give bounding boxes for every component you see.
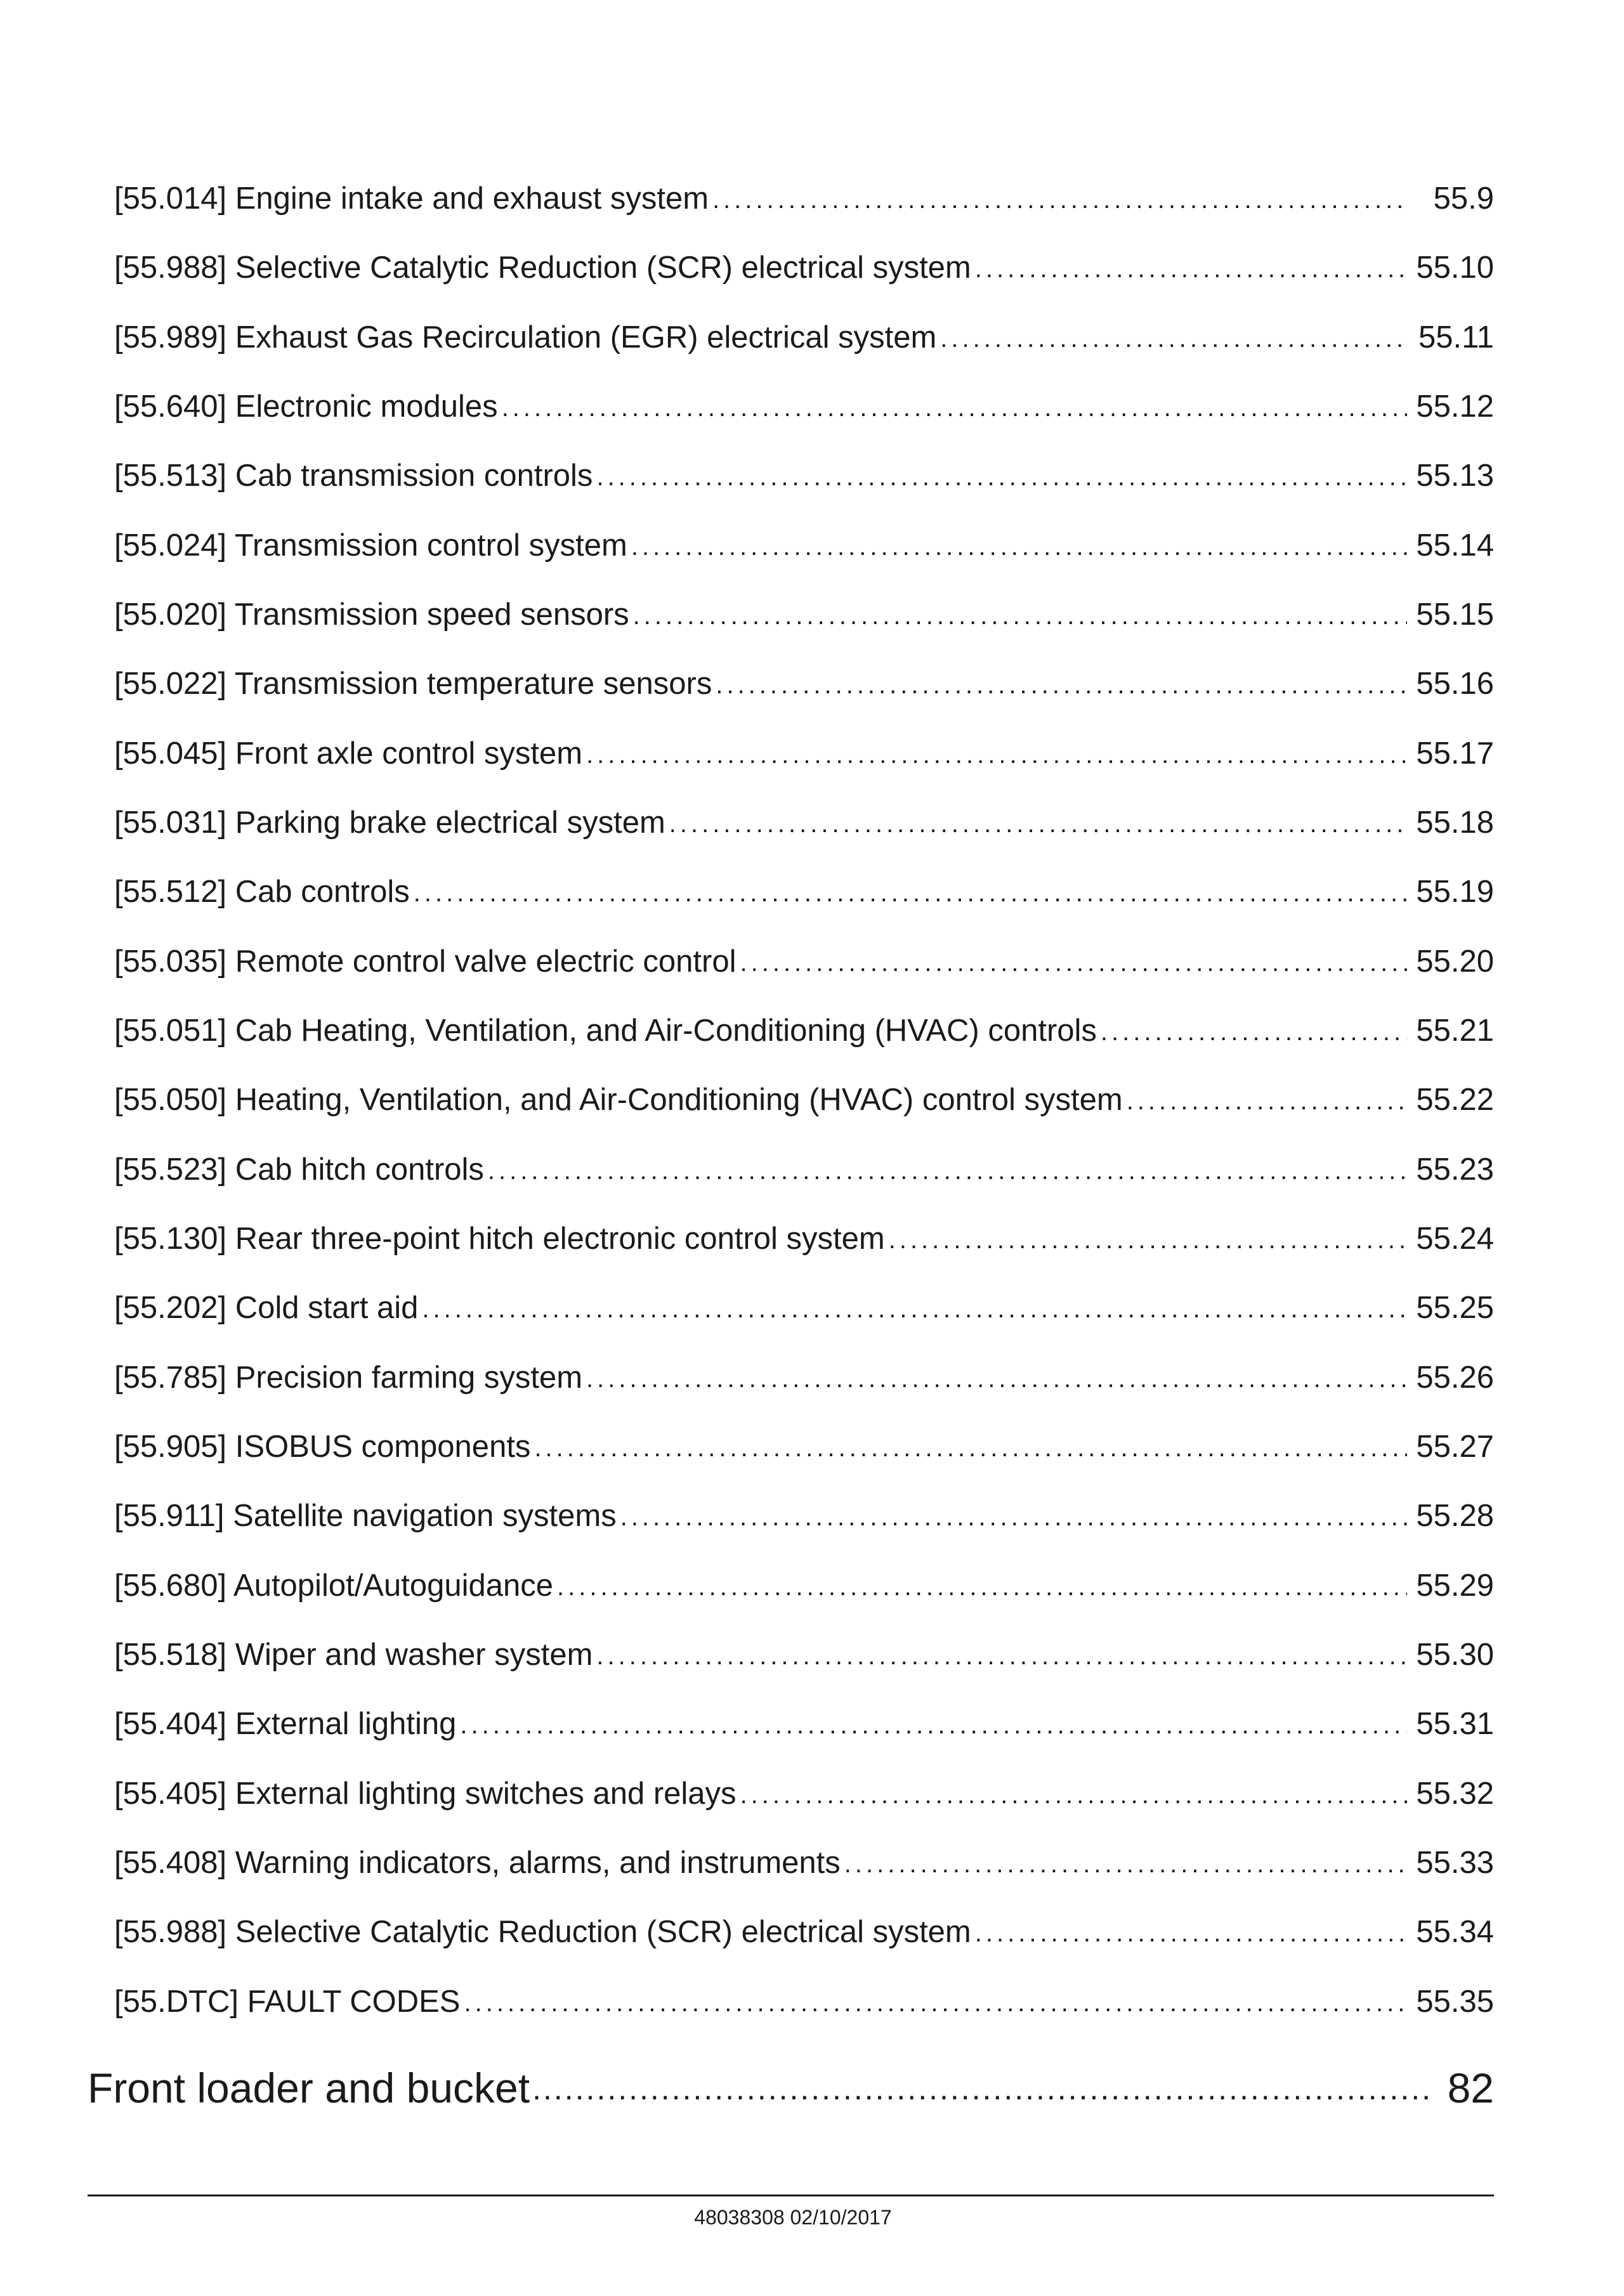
toc-entry-label: [55.022] Transmission temperature sensors (114, 666, 712, 701)
toc-entry-label: [55.202] Cold start aid (114, 1290, 419, 1325)
toc-chapter-entry[interactable] (88, 2056, 1494, 2120)
dot-leader (669, 811, 1408, 848)
toc-entry[interactable] (114, 936, 1494, 987)
dot-leader (631, 534, 1408, 571)
toc-entry[interactable] (114, 866, 1494, 917)
dot-leader (1101, 1019, 1407, 1056)
toc-entry-page: 55.33 (1416, 1845, 1494, 1880)
dot-leader (586, 1366, 1407, 1403)
toc-entry-label: [55.020] Transmission speed sensors (114, 597, 629, 632)
toc-entry-page: 55.16 (1416, 666, 1494, 701)
toc-entry-label: [55.404] External lighting (114, 1706, 457, 1741)
toc-entry-label: [55.680] Autopilot/Autoguidance (114, 1568, 554, 1603)
toc-entry-page: 55.27 (1416, 1429, 1494, 1464)
toc-entry-label: [55.045] Front axle control system (114, 736, 583, 771)
footer-divider (88, 2195, 1494, 2196)
toc-entry-label: [55.051] Cab Heating, Ventilation, and Air-Conditioning (HVAC) controls (114, 1013, 1097, 1048)
toc-entry[interactable] (114, 381, 1494, 432)
toc-entry-page: 55.28 (1416, 1498, 1494, 1533)
dot-leader (889, 1227, 1408, 1264)
dot-leader (975, 1921, 1408, 1957)
toc-entry-label: [55.523] Cab hitch controls (114, 1152, 484, 1187)
dot-leader (940, 326, 1409, 363)
toc-entry-page: 55.18 (1416, 805, 1494, 840)
dot-leader (740, 950, 1407, 987)
dot-leader (633, 603, 1408, 640)
toc-entry-label: [55.035] Remote control valve electric control (114, 944, 737, 979)
toc-entry[interactable] (114, 1560, 1494, 1611)
toc-entry-label: [55.405] External lighting switches and relays (114, 1776, 737, 1811)
toc-entry-label: [55.014] Engine intake and exhaust system (114, 181, 709, 216)
dot-leader (557, 1574, 1407, 1611)
toc-entry-label: [55.785] Precision farming system (114, 1360, 583, 1395)
dot-leader (488, 1158, 1407, 1195)
toc-entry[interactable] (114, 1976, 1494, 2027)
dot-leader (586, 742, 1407, 779)
dot-leader (740, 1782, 1408, 1819)
toc-entry-page: 55.32 (1416, 1776, 1494, 1811)
dot-leader (1127, 1088, 1408, 1125)
toc-entry-page: 55.30 (1416, 1637, 1494, 1672)
toc-entry[interactable] (114, 1907, 1494, 1957)
toc-entry-label: [55.513] Cab transmission controls (114, 458, 593, 493)
toc-entry-label: [55.031] Parking brake electrical system (114, 805, 665, 840)
toc-entry[interactable] (114, 1490, 1494, 1541)
dot-leader (534, 1435, 1407, 1472)
toc-entry[interactable] (114, 1421, 1494, 1472)
toc-entry[interactable] (114, 589, 1494, 640)
toc-entry-label: [55.989] Exhaust Gas Recirculation (EGR) electrical system (114, 320, 937, 355)
toc-entry-page: 55.22 (1416, 1082, 1494, 1117)
toc-entry-page: 55.14 (1416, 528, 1494, 563)
toc-entry[interactable] (114, 1629, 1494, 1680)
toc-entry-page: 55.20 (1416, 944, 1494, 979)
toc-entry-page: 55.26 (1416, 1360, 1494, 1395)
toc-entry-page: 55.29 (1416, 1568, 1494, 1603)
dot-leader (596, 1643, 1407, 1680)
toc-entry-page: 55.24 (1416, 1221, 1494, 1256)
toc-entry-label: [55.640] Electronic modules (114, 389, 498, 424)
footer-document-id: 48038308 02/10/2017 (694, 2206, 892, 2229)
toc-entry[interactable] (114, 658, 1494, 709)
dot-leader (464, 1990, 1407, 2027)
toc-entry-label: [55.512] Cab controls (114, 874, 410, 909)
dot-leader (532, 2073, 1433, 2120)
toc-entry[interactable] (114, 1213, 1494, 1264)
toc-entry-label: [55.988] Selective Catalytic Reduction (SCR) electrical system (114, 1914, 971, 1949)
toc-entry-page: 55.9 (1433, 181, 1494, 216)
toc-entry-page: 55.11 (1418, 320, 1494, 355)
toc-entry[interactable] (114, 450, 1494, 501)
toc-entry[interactable] (114, 1282, 1494, 1333)
toc-entry[interactable] (114, 1005, 1494, 1056)
toc-entry-label: [55.911] Satellite navigation systems (114, 1498, 617, 1533)
toc-entry[interactable] (114, 173, 1494, 224)
dot-leader (712, 187, 1409, 224)
dot-leader (844, 1851, 1408, 1888)
toc-entry-page: 55.15 (1416, 597, 1494, 632)
toc-chapter-label: Front loader and bucket (88, 2064, 530, 2111)
toc-entry-page: 55.19 (1416, 874, 1494, 909)
toc-entry[interactable] (114, 1074, 1494, 1125)
toc-chapter-page: 82 (1447, 2064, 1494, 2111)
toc-entry[interactable] (114, 1837, 1494, 1888)
toc-entry[interactable] (114, 520, 1494, 571)
toc-entry[interactable] (114, 242, 1494, 293)
toc-entry-page: 55.12 (1416, 389, 1494, 424)
toc-entry-label: [55.130] Rear three-point hitch electronic control system (114, 1221, 885, 1256)
toc-entry-page: 55.35 (1416, 1984, 1494, 2019)
toc-entry[interactable] (114, 312, 1494, 363)
toc-entry-page: 55.25 (1416, 1290, 1494, 1325)
toc-entry-page: 55.10 (1416, 250, 1494, 285)
toc-entry-label: [55.988] Selective Catalytic Reduction (SCR) electrical system (114, 250, 971, 285)
toc-entry-label: [55.518] Wiper and washer system (114, 1637, 593, 1672)
dot-leader (620, 1504, 1408, 1541)
dot-leader (975, 256, 1408, 293)
dot-leader (460, 1712, 1407, 1749)
toc-entry-page: 55.21 (1416, 1013, 1494, 1048)
toc-entry-label: [55.905] ISOBUS components (114, 1429, 531, 1464)
toc-entry-page: 55.31 (1416, 1706, 1494, 1741)
toc-entry[interactable] (114, 1768, 1494, 1819)
dot-leader (596, 464, 1407, 501)
toc-entry-page: 55.34 (1416, 1914, 1494, 1949)
toc-entry-label: [55.DTC] FAULT CODES (114, 1984, 461, 2019)
dot-leader (502, 395, 1408, 432)
toc-entry-label: [55.408] Warning indicators, alarms, and instruments (114, 1845, 841, 1880)
toc-entry[interactable] (114, 728, 1494, 779)
toc-entry[interactable] (114, 1352, 1494, 1403)
toc-entry-label: [55.024] Transmission control system (114, 528, 627, 563)
toc-entry-page: 55.17 (1416, 736, 1494, 771)
dot-leader (422, 1296, 1407, 1333)
toc-entry[interactable] (114, 797, 1494, 848)
toc-entry-label: [55.050] Heating, Ventilation, and Air-Conditioning (HVAC) control system (114, 1082, 1123, 1117)
toc-entry-page: 55.23 (1416, 1152, 1494, 1187)
toc-entry-page: 55.13 (1416, 458, 1494, 493)
dot-leader (716, 672, 1407, 709)
toc-entry[interactable] (114, 1144, 1494, 1195)
toc-entry[interactable] (114, 1699, 1494, 1749)
dot-leader (414, 880, 1408, 917)
